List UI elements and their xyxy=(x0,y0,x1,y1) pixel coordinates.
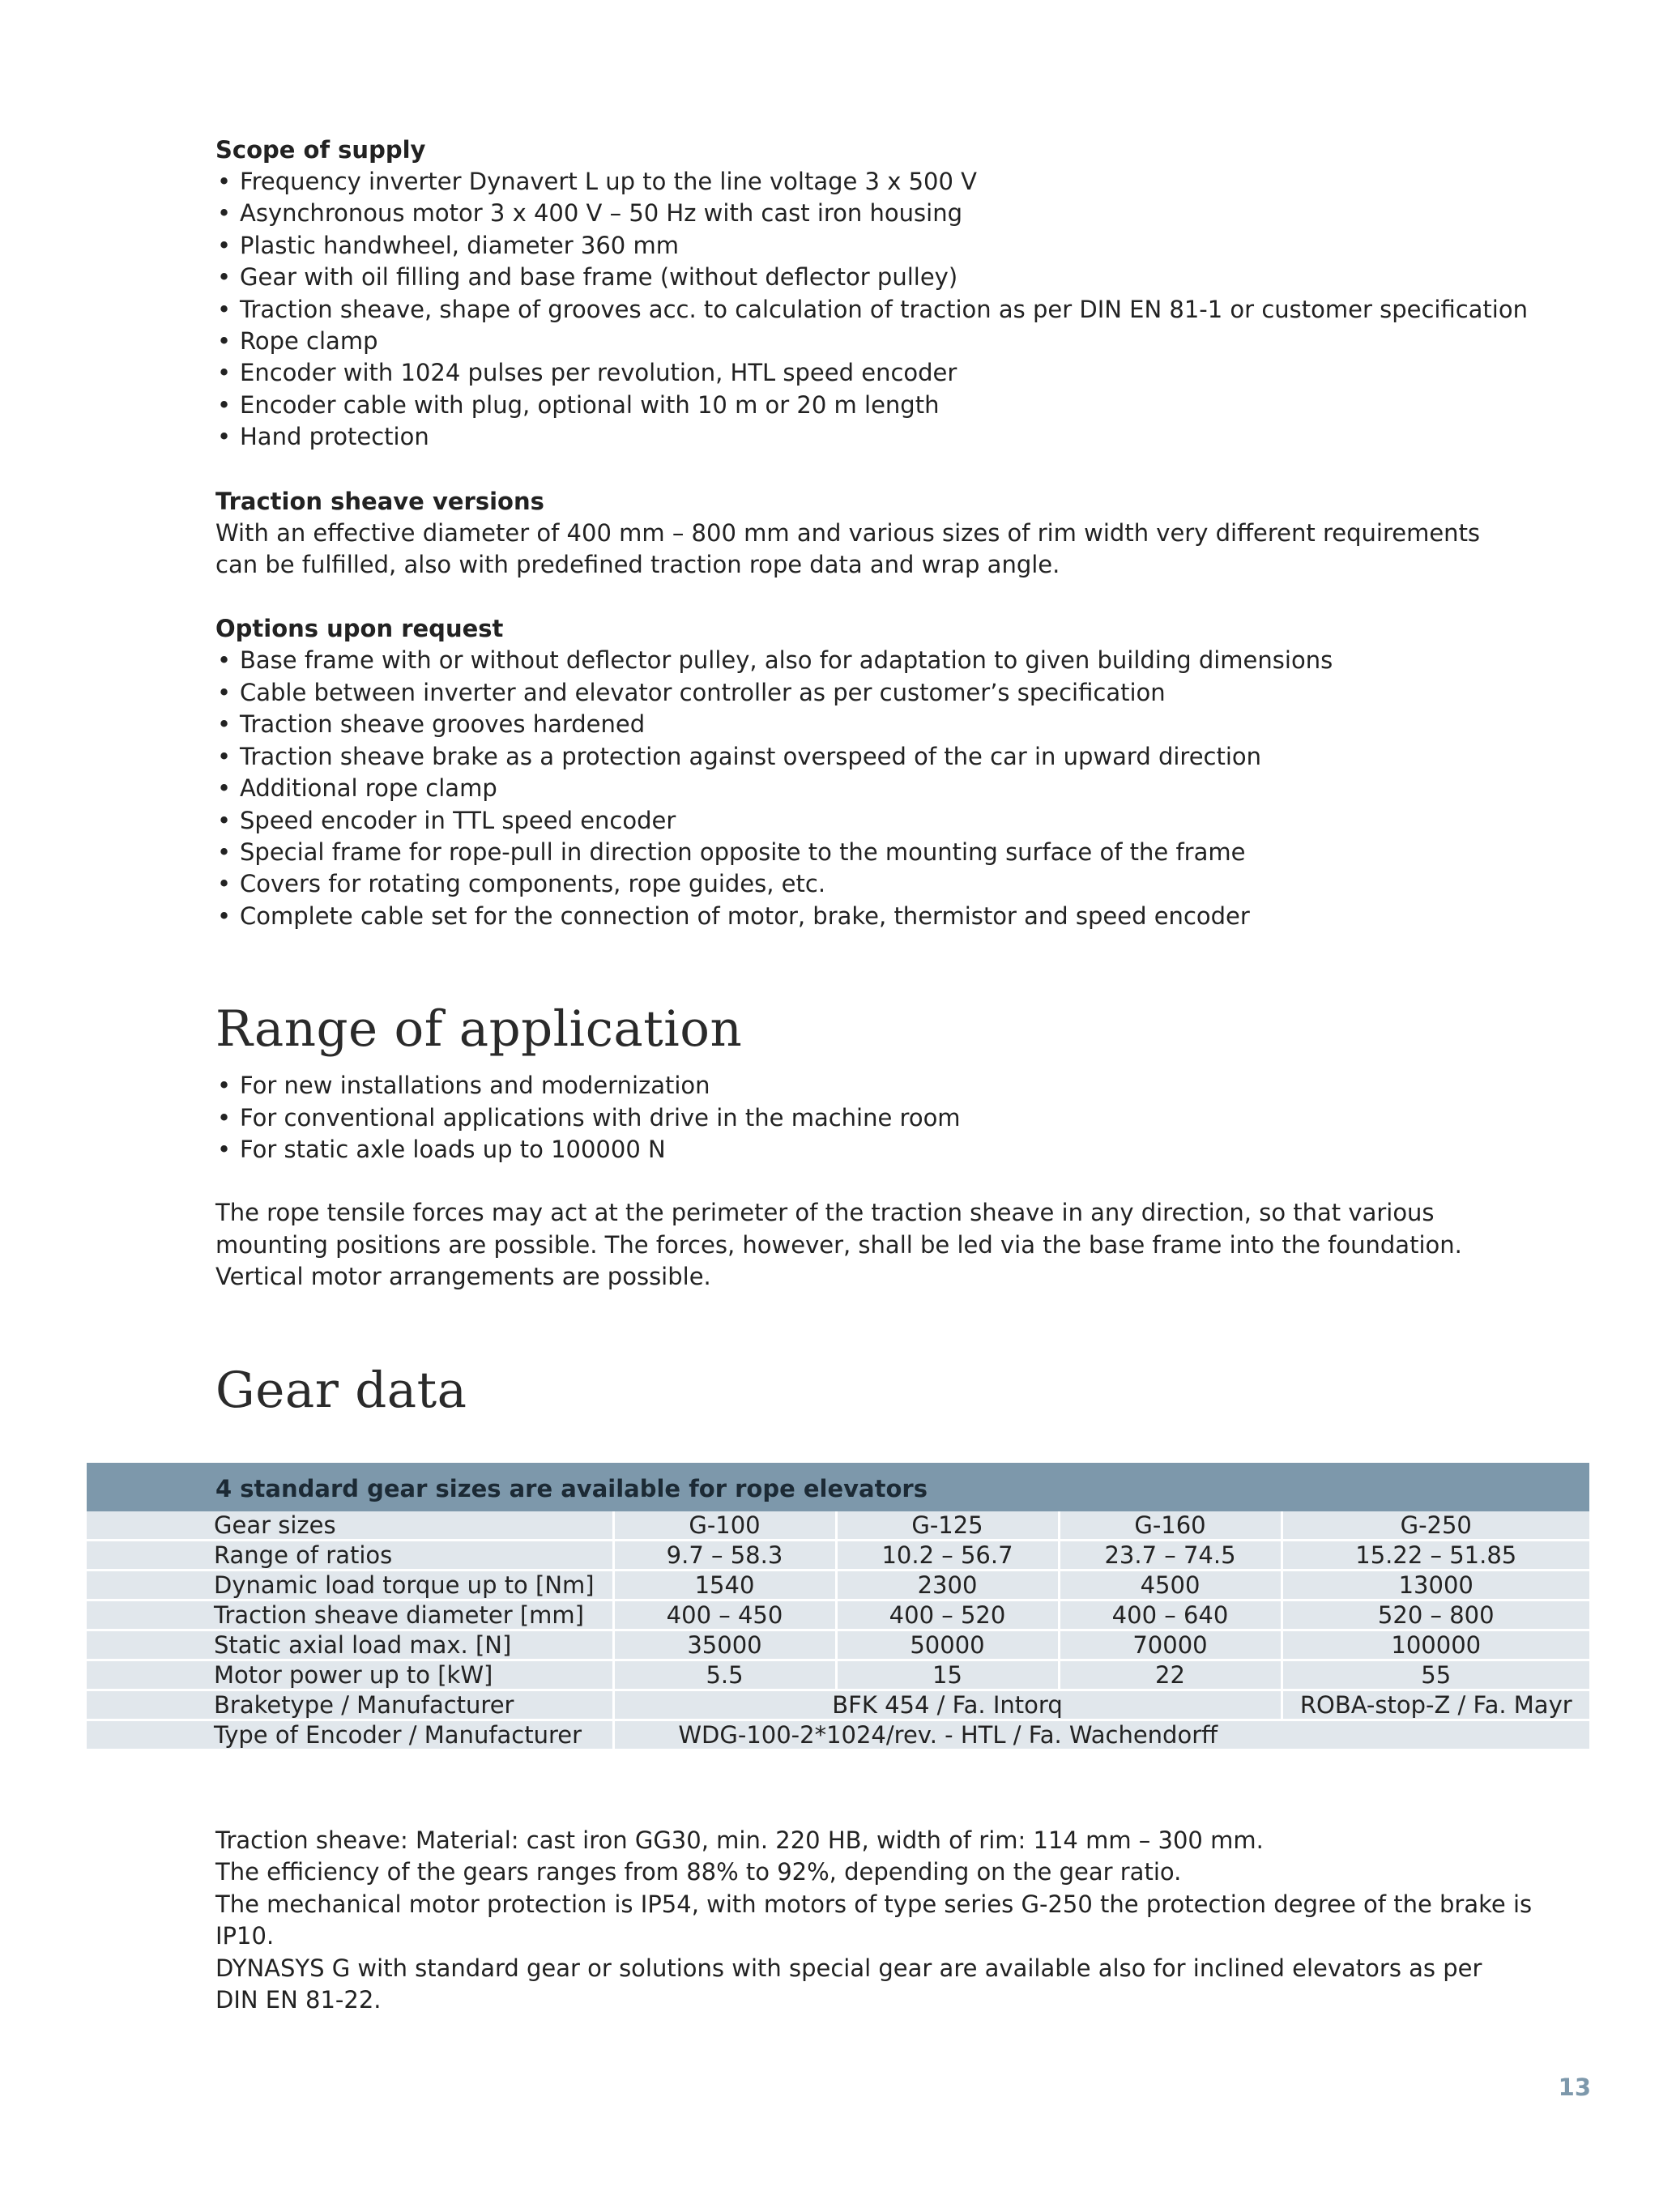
list-item: • Traction sheave brake as a protection against overspeed of the car in upward direction xyxy=(215,741,1576,773)
traction-versions-line: can be fulfilled, also with predefined traction rope data and wrap angle. xyxy=(215,551,1060,579)
table-cell: 9.7 – 58.3 xyxy=(613,1541,836,1571)
list-item: • Gear with oil filling and base frame (without deflector pulley) xyxy=(215,262,1576,293)
gear-title: Gear data xyxy=(215,1361,467,1419)
table-cell: 22 xyxy=(1059,1660,1282,1690)
list-item: • Asynchronous motor 3 x 400 V – 50 Hz with cast iron housing xyxy=(215,198,1576,229)
table-cell: 2300 xyxy=(836,1571,1059,1600)
table-cell: 400 – 640 xyxy=(1059,1600,1282,1630)
table-cell: 15 xyxy=(836,1660,1059,1690)
table-row xyxy=(87,1600,1589,1630)
row-label: Type of Encoder / Manufacturer xyxy=(87,1720,613,1750)
table-cell: 70000 xyxy=(1059,1630,1282,1660)
scope-heading: Scope of supply xyxy=(215,136,426,164)
table-cell: ROBA-stop-Z / Fa. Mayr xyxy=(1282,1690,1589,1720)
note-line: The efficiency of the gears ranges from 88% to 92%, depending on the gear ratio. xyxy=(215,1858,1182,1886)
row-label: Motor power up to [kW] xyxy=(87,1660,613,1690)
page-number: 13 xyxy=(1558,2073,1591,2101)
table-cell: 10.2 – 56.7 xyxy=(836,1541,1059,1571)
list-item: • Complete cable set for the connection of motor, brake, thermistor and speed encoder xyxy=(215,901,1576,932)
list-item: • Base frame with or without deflector pulley, also for adaptation to given building dimensions xyxy=(215,645,1576,676)
table-cell: 50000 xyxy=(836,1630,1059,1660)
gear-notes xyxy=(215,1825,1593,2016)
table-cell: 100000 xyxy=(1282,1630,1589,1660)
list-item: • Additional rope clamp xyxy=(215,773,1576,804)
list-item: • Plastic handwheel, diameter 360 mm xyxy=(215,230,1576,262)
table-cell: G-125 xyxy=(836,1511,1059,1541)
table-cell: 13000 xyxy=(1282,1571,1589,1600)
table-cell: 23.7 – 74.5 xyxy=(1059,1541,1282,1571)
note-line: DIN EN 81-22. xyxy=(215,1986,382,2014)
table-row xyxy=(87,1660,1589,1690)
list-item: • Encoder cable with plug, optional with 10 m or 20 m length xyxy=(215,390,1576,421)
scope-list xyxy=(215,166,1576,454)
table-cell: 55 xyxy=(1282,1660,1589,1690)
note-line: Traction sheave: Material: cast iron GG30, min. 220 HB, width of rim: 114 mm – 300 mm. xyxy=(215,1826,1264,1854)
list-item: • Frequency inverter Dynavert L up to the line voltage 3 x 500 V xyxy=(215,166,1576,198)
options-list xyxy=(215,645,1576,932)
table-cell: 15.22 – 51.85 xyxy=(1282,1541,1589,1571)
row-label: Traction sheave diameter [mm] xyxy=(87,1600,613,1630)
row-label: Static axial load max. [N] xyxy=(87,1630,613,1660)
list-item: • Traction sheave, shape of grooves acc. to calculation of traction as per DIN EN 81-1 or customer specification xyxy=(215,294,1576,326)
table-cell: 5.5 xyxy=(613,1660,836,1690)
traction-versions-heading: Traction sheave versions xyxy=(215,487,544,515)
options-heading: Options upon request xyxy=(215,615,504,643)
list-item: • For conventional applications with drive in the machine room xyxy=(215,1102,1576,1134)
row-label: Braketype / Manufacturer xyxy=(87,1690,613,1720)
row-label: Range of ratios xyxy=(87,1541,613,1571)
table-row xyxy=(87,1720,1589,1750)
table-cell: WDG-100-2*1024/rev. - HTL / Fa. Wachendorff xyxy=(613,1720,1589,1750)
list-item: • Hand protection xyxy=(215,421,1576,453)
table-cell: G-100 xyxy=(613,1511,836,1541)
table-row xyxy=(87,1541,1589,1571)
table-cell: 520 – 800 xyxy=(1282,1600,1589,1630)
table-cell: 400 – 520 xyxy=(836,1600,1059,1630)
table-cell: BFK 454 / Fa. Intorq xyxy=(613,1690,1282,1720)
list-item: • Rope clamp xyxy=(215,326,1576,357)
list-item: • For static axle loads up to 100000 N xyxy=(215,1134,1576,1166)
list-item: • Cable between inverter and elevator controller as per customer’s specification xyxy=(215,677,1576,709)
gear-data-table xyxy=(87,1511,1589,1751)
list-item: • Special frame for rope-pull in direction opposite to the mounting surface of the frame xyxy=(215,837,1576,868)
table-cell: 400 – 450 xyxy=(613,1600,836,1630)
range-title: Range of application xyxy=(215,1000,743,1059)
list-item: • For new installations and modernization xyxy=(215,1070,1576,1102)
gear-table xyxy=(87,1463,1589,1751)
list-item: • Encoder with 1024 pulses per revolution, HTL speed encoder xyxy=(215,357,1576,389)
note-line: The mechanical motor protection is IP54, with motors of type series G-250 the protection degree of the brake is IP10. xyxy=(215,1890,1533,1950)
range-list xyxy=(215,1070,1576,1166)
note-line: DYNASYS G with standard gear or solutions with special gear are available also for inclined elevators as per xyxy=(215,1954,1482,1982)
row-label: Dynamic load torque up to [Nm] xyxy=(87,1571,613,1600)
range-line: The rope tensile forces may act at the perimeter of the traction sheave in any direction, so that various xyxy=(215,1199,1435,1227)
range-line: Vertical motor arrangements are possible. xyxy=(215,1263,711,1291)
table-cell: 35000 xyxy=(613,1630,836,1660)
range-line: mounting positions are possible. The forces, however, shall be led via the base frame into the foundation. xyxy=(215,1230,1462,1259)
main-content xyxy=(215,134,1576,1423)
table-row xyxy=(87,1630,1589,1660)
traction-versions-line: With an effective diameter of 400 mm – 800 mm and various sizes of rim width very different requirements xyxy=(215,518,1481,547)
list-item: • Speed encoder in TTL speed encoder xyxy=(215,805,1576,837)
table-row xyxy=(87,1511,1589,1541)
list-item: • Traction sheave grooves hardened xyxy=(215,709,1576,740)
table-cell: G-160 xyxy=(1059,1511,1282,1541)
table-cell: G-250 xyxy=(1282,1511,1589,1541)
row-label: Gear sizes xyxy=(87,1511,613,1541)
table-cell: 4500 xyxy=(1059,1571,1282,1600)
table-cell: 1540 xyxy=(613,1571,836,1600)
table-row xyxy=(87,1690,1589,1720)
gear-table-caption: 4 standard gear sizes are available for rope elevators xyxy=(87,1463,1589,1511)
table-row xyxy=(87,1571,1589,1600)
list-item: • Covers for rotating components, rope guides, etc. xyxy=(215,868,1576,900)
